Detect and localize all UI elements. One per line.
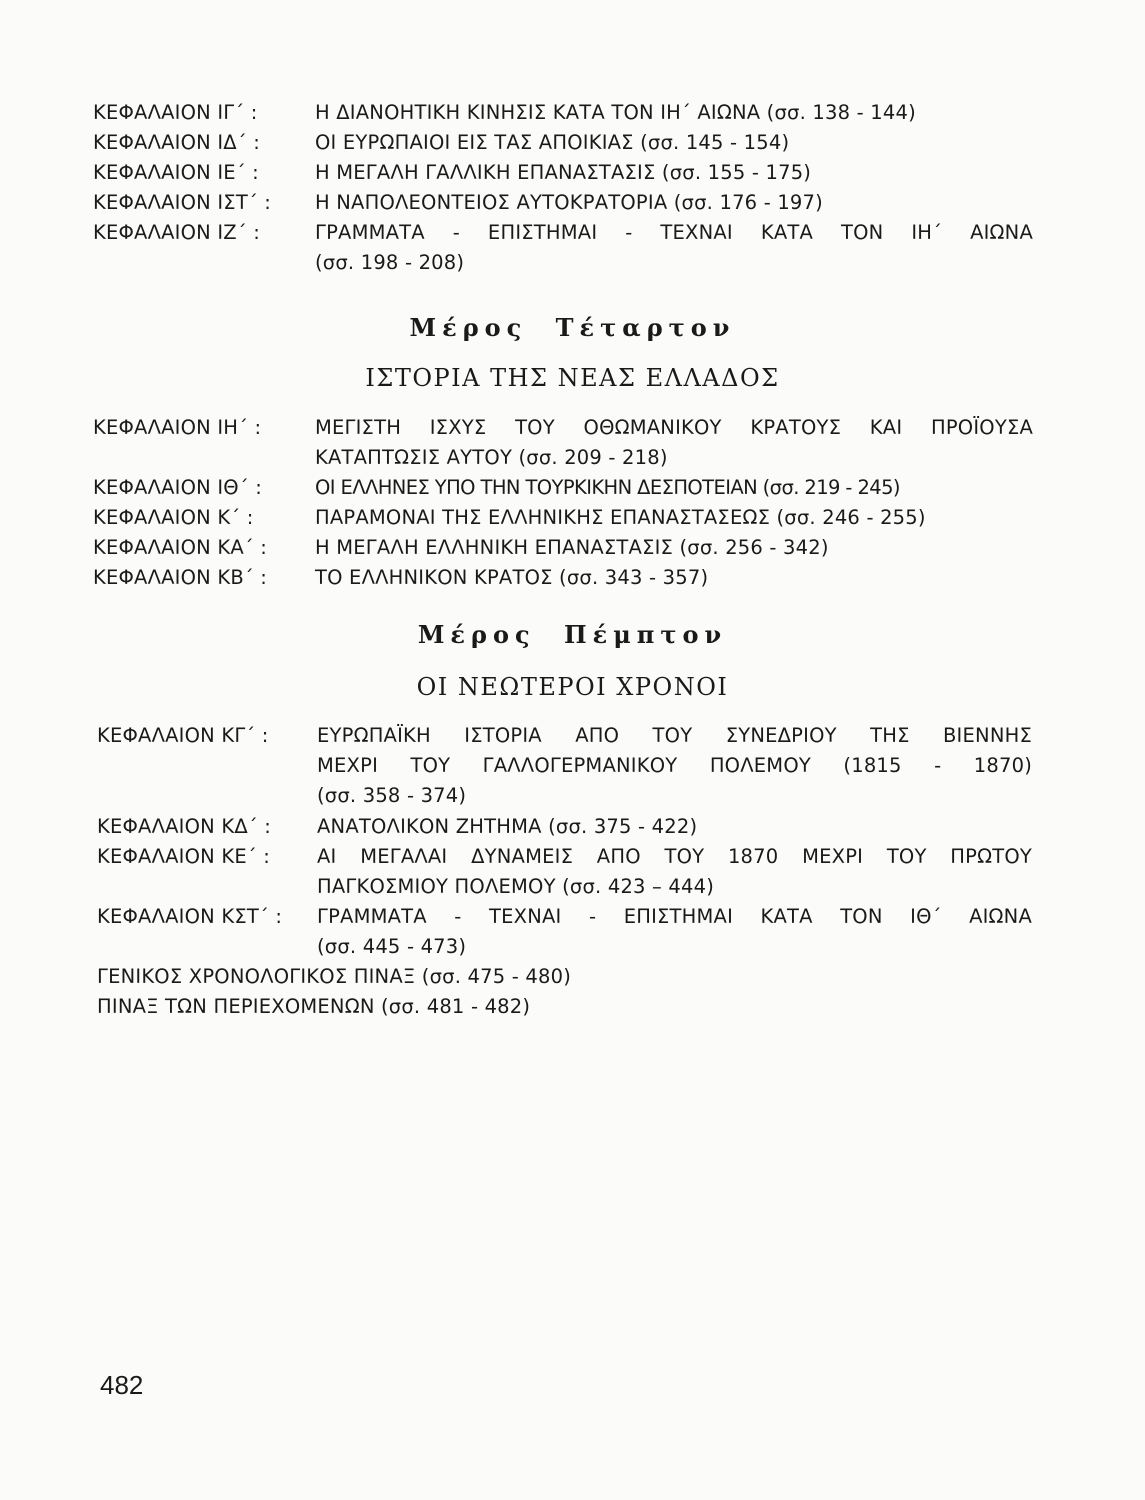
chapter-label: ΚΕΦΑΛΑΙΟΝ ΚΓ΄ :	[97, 724, 269, 747]
chapter-entry	[97, 812, 1032, 842]
chapter-label: ΚΕΦΑΛΑΙΟΝ ΙΕ΄ :	[93, 161, 259, 184]
chapter-entry	[93, 533, 1033, 563]
appendix-entry	[97, 992, 1032, 1022]
part-four-title: ΙΣΤΟΡΙΑ ΤΗΣ ΝΕΑΣ ΕΛΛΑΔΟΣ	[365, 364, 780, 392]
chapter-title	[317, 902, 1032, 962]
chapter-entry	[93, 473, 1033, 503]
chapter-title	[315, 533, 1033, 563]
chapter-title-line: ΜΕΧΡΙ ΤΟΥ ΓΑΛΛΟΓΕΡΜΑΝΙΚΟΥ ΠΟΛΕΜΟΥ (1815 - 1870)	[317, 754, 1032, 777]
chapter-label: ΚΕΦΑΛΑΙΟΝ ΙΗ΄ :	[93, 416, 262, 439]
chapter-title-line: ΑΙ ΜΕΓΑΛΑΙ ΔΥΝΑΜΕΙΣ ΑΠΟ ΤΟΥ 1870 ΜΕΧΡΙ ΤΟΥ ΠΡΩΤΟΥ	[317, 845, 1032, 868]
chapter-title-line: ΑΝΑΤΟΛΙΚΟΝ ΖΗΤΗΜΑ (σσ. 375 - 422)	[317, 815, 698, 838]
chapter-title	[315, 128, 1033, 158]
part-five-heading: Μέρος Πέμπτον	[417, 620, 728, 649]
page-number: 482	[100, 1370, 144, 1400]
chapter-label: ΚΕΦΑΛΑΙΟΝ ΚΑ΄ :	[93, 536, 268, 559]
chapter-title-line: ΠΑΓΚΟΣΜΙΟΥ ΠΟΛΕΜΟΥ (σσ. 423 – 444)	[317, 875, 715, 898]
chapter-entry	[93, 188, 1033, 218]
appendix-title: ΓΕΝΙΚΟΣ ΧΡΟΝΟΛΟΓΙΚΟΣ ΠΙΝΑΞ (σσ. 475 - 480)	[97, 965, 572, 988]
chapter-title-line: ΓΡΑΜΜΑΤΑ - ΤΕΧΝΑΙ - ΕΠΙΣΤΗΜΑΙ ΚΑΤΑ ΤΟΝ ΙΘ΄ ΑΙΩΝΑ	[317, 905, 1032, 928]
chapter-title-line: ΟΙ ΕΥΡΩΠΑΙΟΙ ΕΙΣ ΤΑΣ ΑΠΟΙΚΙΑΣ (σσ. 145 - 154)	[315, 131, 790, 154]
chapter-entry	[93, 413, 1033, 473]
chapter-title	[315, 503, 1033, 533]
chapter-title-line: ΟΙ ΕΛΛΗΝΕΣ ΥΠΟ ΤΗΝ ΤΟΥΡΚΙΚΗΝ ΔΕΣΠΟΤΕΙΑΝ (σσ. 219 - 245)	[315, 476, 900, 499]
chapter-label: ΚΕΦΑΛΑΙΟΝ ΚΔ΄ :	[97, 815, 272, 838]
chapter-title-line: (σσ. 358 - 374)	[317, 784, 467, 807]
chapter-title	[317, 812, 1032, 842]
chapter-title-line: Η ΔΙΑΝΟΗΤΙΚΗ ΚΙΝΗΣΙΣ ΚΑΤΑ ΤΟΝ ΙΗ΄ ΑΙΩΝΑ (σσ. 138 - 144)	[315, 101, 916, 124]
chapter-entry	[97, 721, 1032, 811]
chapter-entry	[93, 98, 1033, 128]
chapter-label: ΚΕΦΑΛΑΙΟΝ ΙΔ΄ :	[93, 131, 260, 154]
chapter-title-line: ΤΟ ΕΛΛΗΝΙΚΟΝ ΚΡΑΤΟΣ (σσ. 343 - 357)	[315, 566, 709, 589]
chapter-title	[315, 158, 1033, 188]
appendix-entry	[97, 962, 1032, 992]
chapter-title-line: ΚΑΤΑΠΤΩΣΙΣ ΑΥΤΟΥ (σσ. 209 - 218)	[315, 446, 668, 469]
chapter-title-line: (σσ. 198 - 208)	[315, 251, 465, 274]
chapter-label: ΚΕΦΑΛΑΙΟΝ ΙΘ΄ :	[93, 476, 262, 499]
chapter-title	[315, 98, 1033, 128]
chapter-title	[315, 473, 1033, 503]
appendix-title: ΠΙΝΑΞ ΤΩΝ ΠΕΡΙΕΧΟΜΕΝΩΝ (σσ. 481 - 482)	[97, 995, 531, 1018]
chapter-label: ΚΕΦΑΛΑΙΟΝ Κ΄ :	[93, 506, 254, 529]
chapter-label: ΚΕΦΑΛΑΙΟΝ ΚΒ΄ :	[93, 566, 268, 589]
chapter-title	[315, 218, 1033, 278]
chapter-title-line: ΓΡΑΜΜΑΤΑ - ΕΠΙΣΤΗΜΑΙ - ΤΕΧΝΑΙ ΚΑΤΑ ΤΟΝ ΙΗ΄ ΑΙΩΝΑ	[315, 221, 1033, 244]
chapter-title	[317, 842, 1032, 902]
chapter-title-line: Η ΜΕΓΑΛΗ ΕΛΛΗΝΙΚΗ ΕΠΑΝΑΣΤΑΣΙΣ (σσ. 256 - 342)	[315, 536, 829, 559]
chapter-label: ΚΕΦΑΛΑΙΟΝ ΚΣΤ΄ :	[97, 905, 283, 928]
chapter-title-line: ΜΕΓΙΣΤΗ ΙΣΧΥΣ ΤΟΥ ΟΘΩΜΑΝΙΚΟΥ ΚΡΑΤΟΥΣ ΚΑΙ ΠΡΟΪΟΥΣΑ	[315, 416, 1033, 439]
chapter-title-line: Η ΜΕΓΑΛΗ ΓΑΛΛΙΚΗ ΕΠΑΝΑΣΤΑΣΙΣ (σσ. 155 - 175)	[315, 161, 812, 184]
chapter-entry	[97, 902, 1032, 962]
chapter-entry	[93, 563, 1033, 593]
chapter-title-line: (σσ. 445 - 473)	[317, 935, 467, 958]
chapter-title-line: Η ΝΑΠΟΛΕΟΝΤΕΙΟΣ ΑΥΤΟΚΡΑΤΟΡΙΑ (σσ. 176 - 197)	[315, 191, 823, 214]
chapter-title-line: ΕΥΡΩΠΑΪΚΗ ΙΣΤΟΡΙΑ ΑΠΟ ΤΟΥ ΣΥΝΕΔΡΙΟΥ ΤΗΣ ΒΙΕΝΝΗΣ	[317, 724, 1032, 747]
chapter-title	[317, 721, 1032, 811]
chapter-label: ΚΕΦΑΛΑΙΟΝ ΙΓ΄ :	[93, 101, 258, 124]
chapter-label: ΚΕΦΑΛΑΙΟΝ ΚΕ΄ :	[97, 845, 270, 868]
part-five-title: ΟΙ ΝΕΩΤΕΡΟΙ ΧΡΟΝΟΙ	[416, 673, 729, 701]
chapter-title	[315, 413, 1033, 473]
chapter-label: ΚΕΦΑΛΑΙΟΝ ΙΖ΄ :	[93, 221, 260, 244]
chapter-entry	[97, 842, 1032, 902]
chapter-title	[315, 563, 1033, 593]
chapter-entry	[93, 158, 1033, 188]
part-four-heading: Μέρος Τέταρτον	[409, 313, 736, 342]
chapter-entry	[93, 503, 1033, 533]
chapter-label: ΚΕΦΑΛΑΙΟΝ ΙΣΤ΄ :	[93, 191, 272, 214]
chapter-entry	[93, 128, 1033, 158]
chapter-title	[315, 188, 1033, 218]
chapter-entry	[93, 218, 1033, 278]
chapter-title-line: ΠΑΡΑΜΟΝΑΙ ΤΗΣ ΕΛΛΗΝΙΚΗΣ ΕΠΑΝΑΣΤΑΣΕΩΣ (σσ. 246 - 255)	[315, 506, 926, 529]
